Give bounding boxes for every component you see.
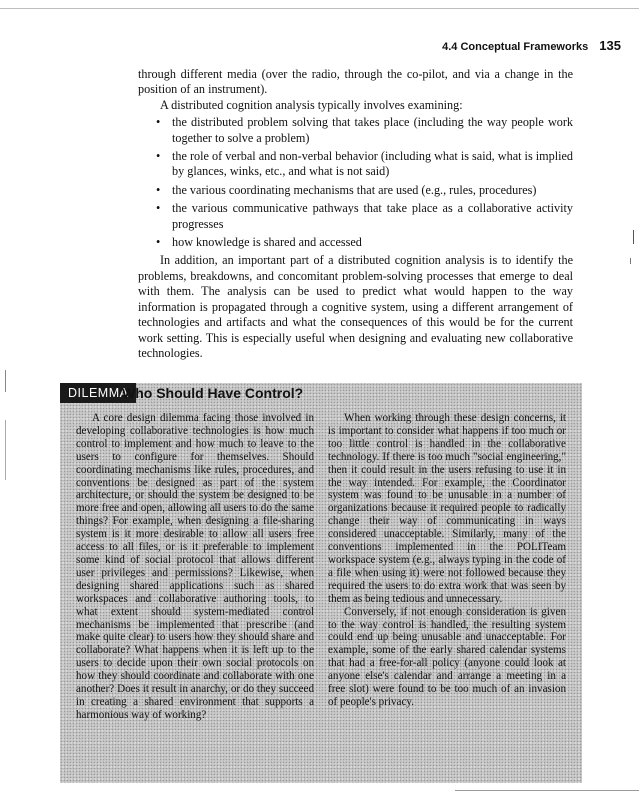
running-header [442, 38, 621, 53]
dilemma-right-column [328, 412, 566, 709]
dilemma-paragraph: When working through these design concerns, it is important to consider what happens if too much or too little control is handled in the collaborative technology. If there is too much "social engineering," then it could result in the users refusing to use it in the way intended. For example, the Coordinator system was found to be unusable in a number of organizations because it required people to radically change their way of communicating in ways considered unacceptable. Similarly, many of the conventions implemented in the POLITeam workspace system (e.g., always typing in the code of a file when using it) were not followed because they required the users to do extra work that was seen by them as being tedious and unnecessary. [328, 412, 566, 605]
paragraph-continued: through different media (over the radio, through the co-pilot, and via a change in the position of an instrument). [138, 67, 573, 97]
list-item: • the distributed problem solving that takes place (including the way people work together to solve a problem) [172, 115, 573, 146]
section-title: Conceptual Frameworks [460, 41, 589, 53]
bullet-list [138, 115, 573, 250]
list-item: • the various coordinating mechanisms that are used (e.g., rules, procedures) [172, 183, 573, 198]
dilemma-left-column [76, 412, 314, 722]
margin-mark [5, 370, 6, 392]
list-item: • how knowledge is shared and accessed [172, 235, 573, 250]
list-item: • the role of verbal and non-verbal behavior (including what is said, what is implied by glances, winks, etc., and what is not said) [172, 149, 573, 180]
page-number: 135 [599, 38, 621, 53]
paragraph-analysis: In addition, an important part of a distributed cognition analysis is to identify the problems, breakdowns, and concomitant problem-solving processes that emerge to deal with them. The analysis can be used to predict what would happen to the way information is propagated through a cognitive system, using a different arrangement of technologies and artifacts and what the consequences of this would be for the current work setting. This is especially useful when designing and evaluating new collaborative technologies. [138, 253, 573, 360]
bottom-rule [455, 790, 639, 791]
dilemma-paragraph: Conversely, if not enough consideration is given to the way control is handled, the resulting system could end up being unusable and unacceptable. For example, some of the early shared calendar systems that had a free-for-all policy (anyone could look at anyone else's calendar and arrange a meeting in a free slot) were found to be too much of an invasion of people's privacy. [328, 605, 566, 708]
dilemma-box [60, 383, 582, 783]
main-text [138, 67, 573, 361]
dilemma-label: DILEMMA [60, 383, 136, 403]
paragraph-intro: A distributed cognition analysis typically involves examining: [160, 97, 463, 112]
margin-mark [5, 420, 6, 480]
list-item: • the various communicative pathways that take place as a collaborative activity progresses [172, 201, 573, 232]
section-number: 4.4 [442, 41, 458, 53]
dilemma-title: Who Should Have Control? [122, 385, 304, 401]
margin-mark [630, 258, 631, 264]
margin-mark [633, 230, 634, 244]
dilemma-paragraph: A core design dilemma facing those involved in developing collaborative technologies is how much control to implement and how much to leave to the users to configure for themselves. Should coordinating mechanisms like rules, procedures, and conventions be designed as part of the system architecture, or should the system be designed to be more free and open, allowing all users to do the same things? For example, when designing a file-sharing system is it more desirable to allow all users free access to all files, or is it preferable to implement some kind of social protocol that allows different user privileges and permissions? Likewise, when designing shared applications such as shared workspaces and collaborative authoring tools, to what extent should system-mediated control mechanisms be implemented that prescribe (and make quite clear) to users how they should share and collaborate? What happens when it is left up to the users to decide upon their own social protocols on how they should coordinate and collaborate with one another? Does it result in anarchy, or do they succeed in creating a shared environment that supports a harmonious way of working? [76, 412, 314, 721]
top-rule [0, 8, 639, 9]
